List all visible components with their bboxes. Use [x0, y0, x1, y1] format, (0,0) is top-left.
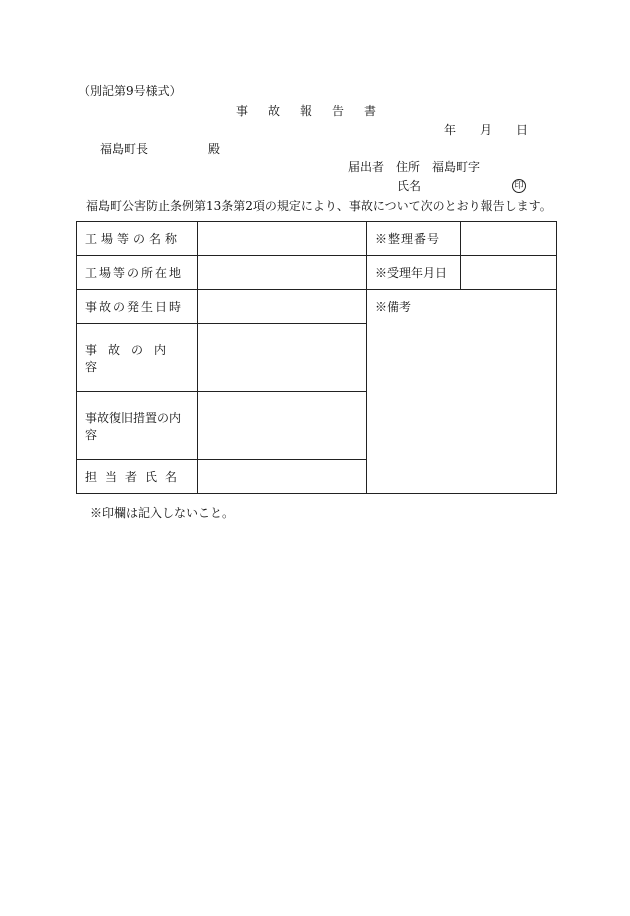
- occurrence-datetime-label: 事故の発生日時: [77, 290, 198, 324]
- occurrence-datetime-field[interactable]: [198, 290, 367, 324]
- factory-name-label: 工場等の名称: [77, 222, 198, 256]
- addressee: 福島町長 殿: [100, 142, 221, 156]
- person-in-charge-field[interactable]: [198, 460, 367, 494]
- form-number: （別記第9号様式）: [78, 84, 182, 98]
- accident-content-label: 事故の内容: [77, 324, 198, 392]
- table-row: [77, 222, 557, 256]
- report-table: [76, 221, 557, 494]
- footnote: ※印欄は記入しないこと。: [90, 506, 235, 520]
- serial-number-label: ※整理番号: [367, 222, 461, 256]
- received-date-label: ※受理年月日: [367, 256, 461, 290]
- remarks-label: ※備考: [375, 300, 412, 314]
- document-title: 事 故 報 告 書: [236, 104, 381, 118]
- factory-name-field[interactable]: [198, 222, 367, 256]
- seal-mark: 印: [512, 179, 526, 193]
- person-in-charge-label: 担当者氏名: [77, 460, 198, 494]
- table-row: [77, 256, 557, 290]
- table-row: [77, 290, 557, 324]
- serial-number-field[interactable]: [461, 222, 557, 256]
- date-line: 年 月 日: [444, 123, 529, 137]
- reporter-name-label: 氏名: [397, 179, 422, 193]
- remarks-cell[interactable]: [367, 290, 557, 494]
- recovery-measures-label: 事故復旧措置の内容: [77, 392, 198, 460]
- factory-location-field[interactable]: [198, 256, 367, 290]
- statement: 福島町公害防止条例第13条第2項の規定により、事故について次のとおり報告します。: [86, 199, 552, 213]
- received-date-field[interactable]: [461, 256, 557, 290]
- accident-content-field[interactable]: [198, 324, 367, 392]
- factory-location-label: 工場等の所在地: [77, 256, 198, 290]
- recovery-measures-field[interactable]: [198, 392, 367, 460]
- reporter-address: 届出者 住所 福島町字: [348, 160, 481, 174]
